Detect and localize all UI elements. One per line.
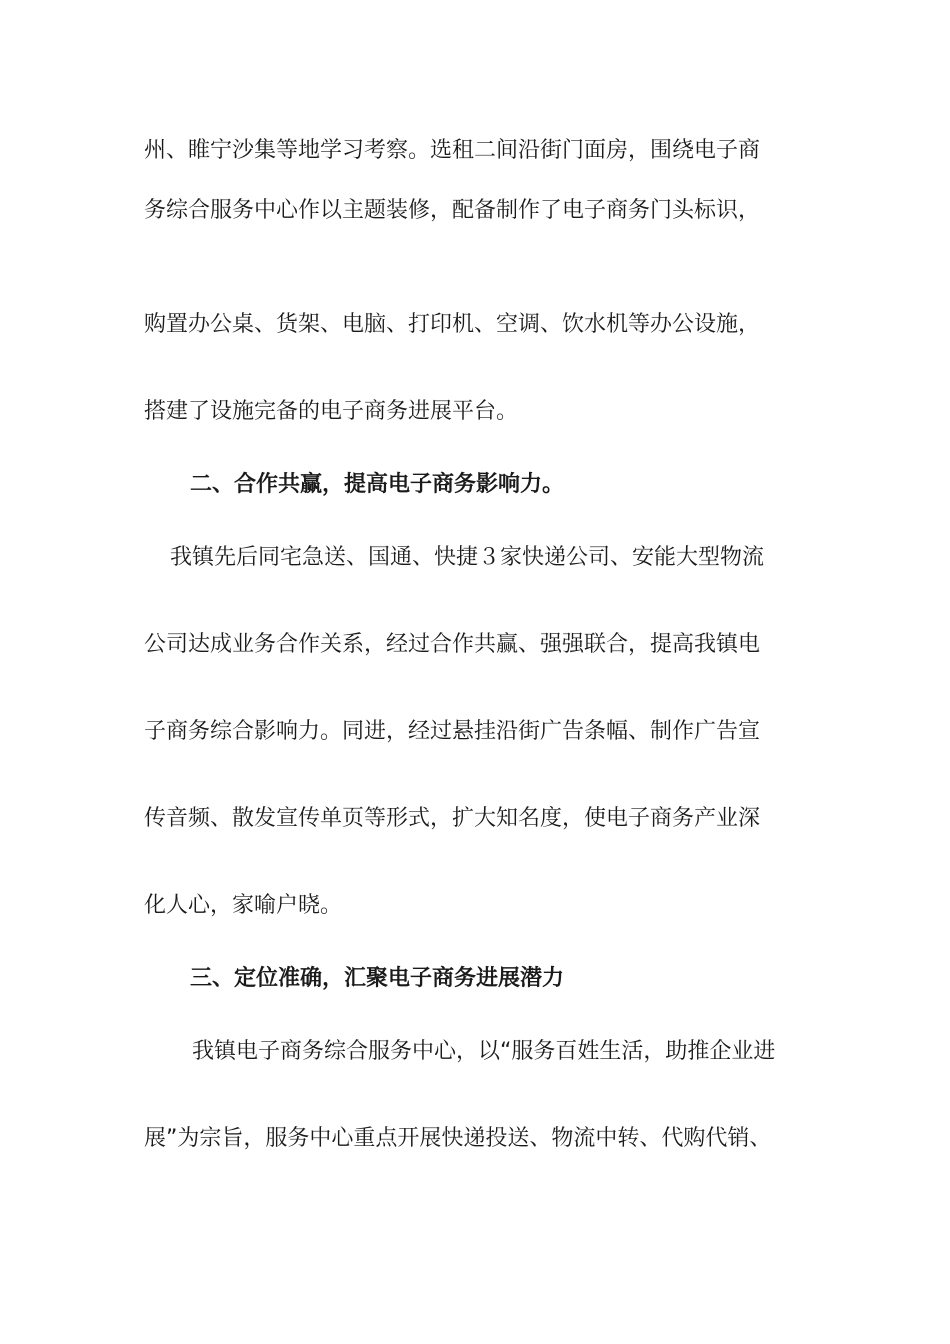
paragraph-line: 传音频、散发宣传单页等形式，扩大知名度，使电子商务产业深 <box>144 806 761 831</box>
paragraph-line: 化人心，家喻户晓。 <box>144 893 343 918</box>
paragraph-line: 州、睢宁沙集等地学习考察。选租二间沿街门面房，围绕电子商 <box>144 138 761 163</box>
paragraph-line: 我镇电子商务综合服务中心，以“服务百姓生活，助推企业进 <box>192 1039 776 1064</box>
section-heading: 二、合作共赢，提高电子商务影响力。 <box>190 472 565 497</box>
paragraph-line: 购置办公桌、货架、电脑、打印机、空调、饮水机等办公设施， <box>144 312 761 337</box>
paragraph-line: 搭建了设施完备的电子商务进展平台。 <box>144 399 519 424</box>
paragraph-line: 子商务综合影响力。同进，经过悬挂沿街广告条幅、制作广告宣 <box>144 719 761 744</box>
section-heading: 三、定位准确，汇聚电子商务进展潜力 <box>190 966 565 991</box>
paragraph-line: 务综合服务中心作以主题装修，配备制作了电子商务门头标识， <box>144 198 761 223</box>
paragraph-line: 展”为宗旨，服务中心重点开展快递投送、物流中转、代购代销、 <box>144 1126 772 1151</box>
paragraph-line: 我镇先后同宅急送、国通、快捷３家快递公司、安能大型物流 <box>170 545 765 570</box>
paragraph-line: 公司达成业务合作关系，经过合作共赢、强强联合，提高我镇电 <box>144 632 761 657</box>
